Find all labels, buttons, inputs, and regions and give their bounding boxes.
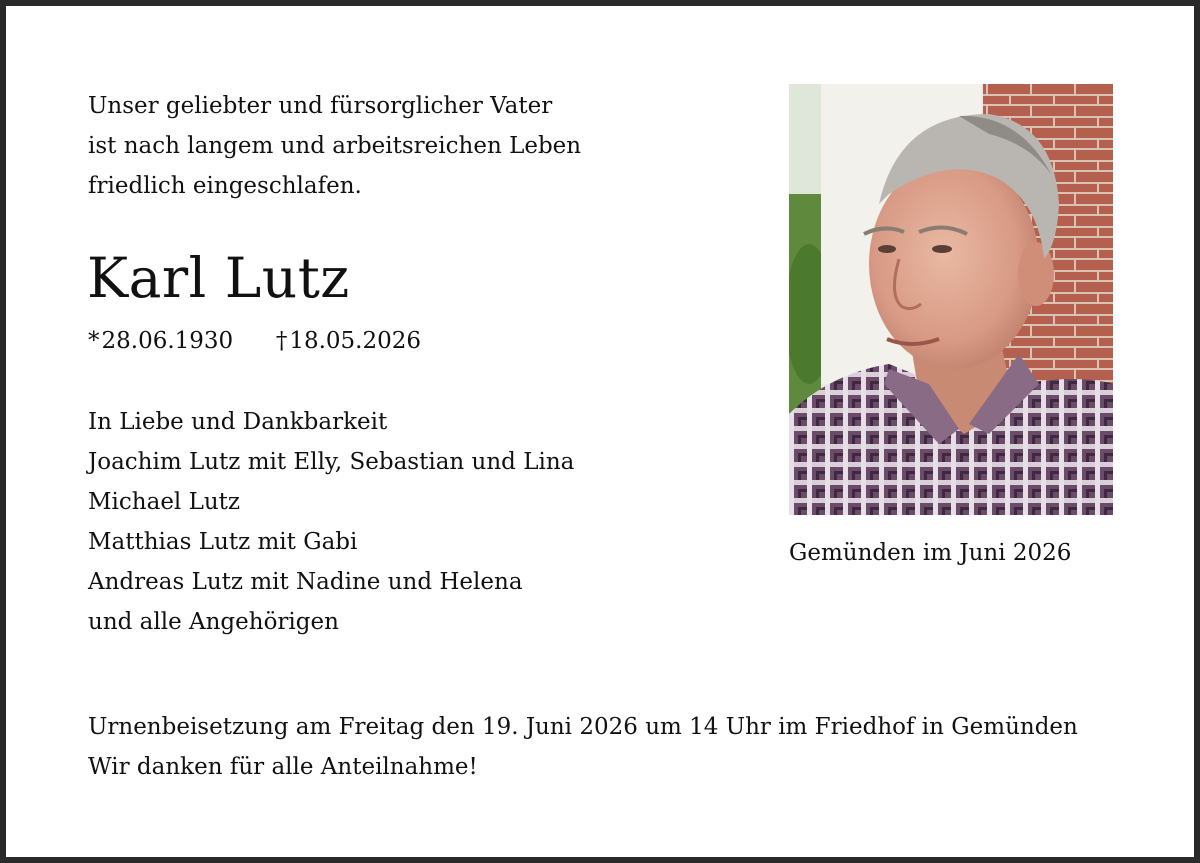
intro-line: Unser geliebter und fürsorglicher Vater bbox=[88, 93, 553, 119]
birth-date: 28.06.1930 bbox=[101, 328, 234, 354]
death-date: 18.05.2026 bbox=[289, 328, 422, 354]
intro-line: ist nach langem und arbeitsreichen Leben bbox=[88, 133, 582, 159]
family-line: Joachim Lutz mit Elly, Sebastian und Lina bbox=[88, 449, 575, 475]
family-line: und alle Angehörigen bbox=[88, 609, 339, 635]
intro-text bbox=[88, 86, 708, 206]
portrait-photo bbox=[789, 84, 1113, 515]
life-dates bbox=[88, 324, 421, 358]
family-line: In Liebe und Dankbarkeit bbox=[88, 409, 388, 435]
birth-symbol: * bbox=[88, 328, 100, 354]
death-cross-symbol: † bbox=[275, 328, 288, 354]
family-line: Michael Lutz bbox=[88, 489, 241, 515]
funeral-line: Urnenbeisetzung am Freitag den 19. Juni 2026 um 14 Uhr im Friedhof in Gemünden bbox=[88, 714, 1078, 740]
family-line: Andreas Lutz mit Nadine und Helena bbox=[88, 569, 523, 595]
funeral-line: Wir danken für alle Anteilnahme! bbox=[88, 754, 478, 780]
place-and-date: Gemünden im Juni 2026 bbox=[789, 540, 1072, 566]
family-list bbox=[88, 402, 728, 642]
funeral-notice bbox=[88, 707, 1168, 787]
family-line: Matthias Lutz mit Gabi bbox=[88, 529, 358, 555]
deceased-name: Karl Lutz bbox=[87, 246, 350, 310]
intro-line: friedlich eingeschlafen. bbox=[88, 173, 362, 199]
